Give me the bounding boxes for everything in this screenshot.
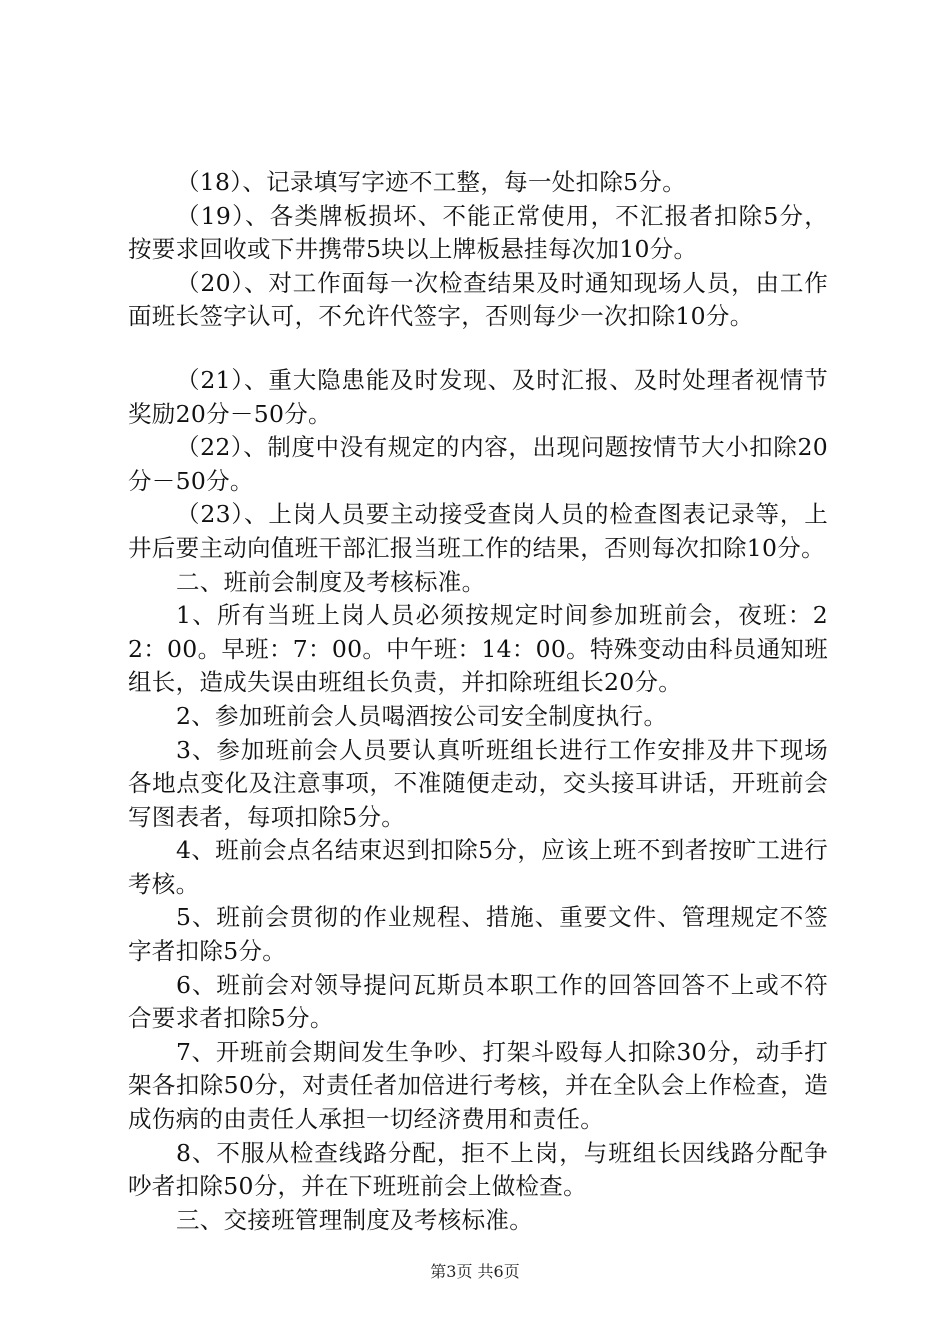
meeting-rule-2: 2、参加班前会人员喝酒按公司安全制度执行。 [176,701,668,730]
meeting-rule-5: 5、班前会贯彻的作业规程、措施、重要文件、管理规定不签字者扣除5分。 [128,903,828,966]
meeting-rule-1: 1、所有当班上岗人员必须按规定时间参加班前会，夜班：22：00。早班：7：00。中午班：14：00。特殊变动由科员通知班组长，造成失误由班组长负责，并扣除班组长20分。 [128,601,828,697]
meeting-rule-3: 3、参加班前会人员要认真听班组长进行工作安排及井下现场各地点变化及注意事项，不准随便走动，交头接耳讲话，开班前会写图表者，每项扣除5分。 [128,735,828,831]
page-footer: 第3页 共6页 [430,1262,520,1281]
meeting-rule-7: 7、开班前会期间发生争吵、打架斗殴每人扣除30分，动手打架各扣除50分，对责任者加倍进行考核，并在全队会上作检查，造成伤病的由责任人承担一切经济费用和责任。 [128,1037,828,1134]
document-body [128,166,828,1237]
paragraph-21: （21）、重大隐患能及时发现、及时汇报、及时处理者视情节奖励20分－50分。 [128,365,828,428]
paragraph-23: （23）、上岗人员要主动接受查岗人员的检查图表记录等，上井后要主动向值班干部汇报当班工作的结果，否则每次扣除10分。 [128,500,828,562]
paragraph-22: （22）、制度中没有规定的内容，出现问题按情节大小扣除20分－50分。 [128,433,828,495]
section-heading-pre-shift-meeting: 二、班前会制度及考核标准。 [176,567,486,596]
paragraph-18: （18）、记录填写字迹不工整，每一处扣除5分。 [176,168,687,196]
meeting-rule-6: 6、班前会对领导提问瓦斯员本职工作的回答回答不上或不符合要求者扣除5分。 [128,970,828,1033]
meeting-rule-8: 8、不服从检查线路分配，拒不上岗，与班组长因线路分配争吵者扣除50分，并在下班班前会上做检查。 [128,1138,828,1201]
section-heading-shift-handover: 三、交接班管理制度及考核标准。 [176,1205,533,1234]
paragraph-20: （20）、对工作面每一次检查结果及时通知现场人员，由工作面班长签字认可，不允许代签字，否则每少一次扣除10分。 [128,268,828,331]
meeting-rule-4: 4、班前会点名结束迟到扣除5分，应该上班不到者按旷工进行考核。 [128,836,828,898]
paragraph-spacer [128,334,828,364]
paragraph-19: （19）、各类牌板损坏、不能正常使用，不汇报者扣除5分，按要求回收或下井携带5块以上牌板悬挂每次加10分。 [128,201,828,264]
